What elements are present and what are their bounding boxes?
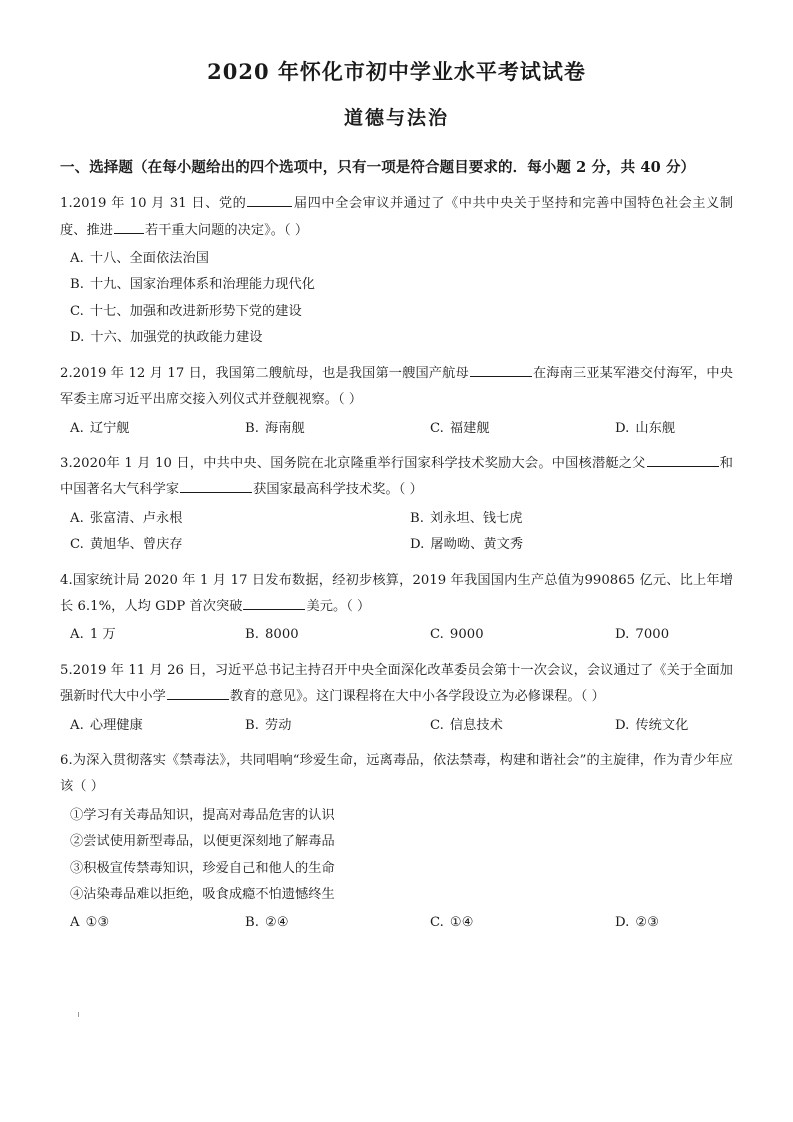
question-4-number: 4.: [60, 572, 73, 588]
option-a[interactable]: [70, 713, 245, 739]
option-a[interactable]: [70, 506, 410, 532]
question-3-options: [60, 506, 733, 559]
question-6-number: 6.: [60, 752, 73, 768]
option-d[interactable]: [615, 622, 733, 648]
scan-artifact: [78, 1012, 79, 1017]
option-d[interactable]: [410, 532, 733, 558]
option-d[interactable]: [615, 910, 733, 936]
option-b-label: B.: [70, 277, 84, 293]
option-c[interactable]: [430, 622, 615, 648]
option-d-text: 7000: [635, 627, 670, 643]
option-a-label: A: [70, 915, 80, 931]
question-6-options: [60, 910, 733, 936]
question-5-text-a: 2019 年 11 月 26 日，习近平总书记主持召开中央全面深化改革委员会第十一次会议，会议通过了《关于全面加强新时代大中小学: [60, 662, 733, 705]
statement-2: ②尝试使用新型毒品，以便更深刻地了解毒品: [70, 834, 335, 850]
option-c[interactable]: [70, 299, 733, 325]
option-b[interactable]: [245, 713, 430, 739]
question-4-stem: [60, 568, 733, 621]
question-3: [60, 451, 733, 504]
option-a[interactable]: [70, 246, 733, 272]
option-b[interactable]: [245, 622, 430, 648]
option-c-text: 福建舰: [449, 420, 490, 436]
option-c-text: 十七、加强和改进新形势下党的建设: [89, 303, 302, 319]
option-b-text: 8000: [264, 627, 299, 643]
question-6-text-a: 为深入贯彻落实《禁毒法》，共同唱响“珍爱生命，远离毒品，依法禁毒，构建和谐社会”的主旋律，作为青少年应该（ ）: [60, 752, 733, 795]
question-4-text-a: 国家统计局 2020 年 1 月 17 日发布数据，经初步核算，2019 年我国国内生产总值为990865 亿元、比上年增长 6.1%，人均 GDP 首次突破: [60, 572, 733, 614]
option-d-text: 传统文化: [635, 717, 689, 733]
option-b[interactable]: [245, 910, 430, 936]
option-b[interactable]: [245, 416, 430, 442]
question-4-text-b: 美元。（ ）: [306, 598, 371, 614]
option-c-label: C.: [70, 537, 84, 553]
option-d-text: ②③: [635, 915, 660, 931]
option-b-label: B.: [245, 627, 259, 643]
option-a-text: 心理健康: [89, 717, 143, 733]
option-d-label: D.: [615, 717, 630, 733]
option-c-text: 9000: [449, 627, 484, 643]
option-c-label: C.: [430, 717, 444, 733]
option-a-label: A.: [70, 627, 84, 643]
question-6: [60, 748, 733, 801]
option-b[interactable]: [410, 506, 733, 532]
statement-4: ④沾染毒品难以拒绝，吸食成瘾不怕遗憾终生: [70, 887, 335, 903]
option-a[interactable]: [70, 910, 245, 936]
option-c-label: C.: [430, 420, 444, 436]
question-5-blank-1: [167, 699, 229, 700]
question-1-text-b: 届四中全会审议并通过了《中共中央关于坚持和完善中国特色社会主义制度、推进: [60, 196, 733, 238]
option-c-label: C.: [430, 915, 444, 931]
question-1-blank-2: [114, 233, 144, 234]
question-4-options: [60, 622, 733, 648]
option-a-label: A.: [70, 717, 84, 733]
question-3-text-c: 获国家最高科学技术奖。（ ）: [253, 482, 423, 498]
option-b-text: 劳动: [264, 717, 292, 733]
option-d[interactable]: [70, 325, 733, 351]
question-1: [60, 191, 733, 244]
question-2-text-a: 2019 年 12 月 17 日，我国第二艘航母，也是我国第一艘国产航母: [72, 365, 469, 381]
question-5-stem: [60, 658, 733, 711]
question-1-number: 1.: [60, 196, 73, 212]
option-b[interactable]: [70, 272, 733, 298]
question-3-text-a: 2020年 1 月 10 日，中共中央、国务院在北京隆重举行国家科学技术奖励大会。中国核潜艇之父: [72, 455, 646, 471]
option-a-text: 辽宁舰: [89, 420, 130, 436]
section-heading: 一、选择题（在每小题给出的四个选项中，只有一项是符合题目要求的．每小题 2 分，共 40 分）: [60, 159, 696, 176]
question-1-text-c: 若干重大问题的决定》。（ ）: [144, 222, 309, 238]
option-c[interactable]: [430, 713, 615, 739]
question-1-blank-1: [247, 206, 292, 207]
question-4-blank-1: [243, 609, 305, 610]
option-b-text: 十九、国家治理体系和治理能力现代化: [89, 277, 316, 293]
option-a[interactable]: [70, 622, 245, 648]
question-2-options: [60, 416, 733, 442]
question-3-text-b: 和中国著名大气科学家: [60, 455, 733, 498]
question-5: [60, 658, 733, 711]
option-c[interactable]: [430, 910, 615, 936]
option-a-text: 十八、全面依法治国: [89, 251, 209, 267]
page-title: 2020 年怀化市初中学业水平考试试卷: [207, 59, 586, 84]
option-d-label: D.: [615, 627, 630, 643]
option-c-label: C.: [70, 303, 84, 319]
option-a-label: A.: [70, 510, 84, 526]
question-1-options: [60, 246, 733, 352]
question-3-blank-2: [180, 492, 252, 493]
option-c-text: 信息技术: [449, 717, 503, 733]
question-2: [60, 361, 733, 414]
option-d[interactable]: [615, 416, 733, 442]
option-c[interactable]: [430, 416, 615, 442]
option-b-label: B.: [245, 915, 259, 931]
question-6-stem: [60, 748, 733, 801]
question-5-text-b: 教育的意见》。这门课程将在大中小各学段设立为必修课程。（ ）: [229, 689, 605, 705]
option-a[interactable]: [70, 416, 245, 442]
option-d-text: 十六、加强党的执政能力建设: [90, 330, 263, 346]
question-4: [60, 568, 733, 621]
question-3-number: 3.: [60, 455, 73, 471]
option-b-label: B.: [410, 510, 424, 526]
question-2-number: 2.: [60, 365, 73, 381]
option-c-label: C.: [430, 627, 444, 643]
option-d-text: 山东舰: [635, 420, 676, 436]
question-2-text-b: 在海南三亚某军港交付海军，中央军委主席习近平出席交接入列仪式并登舰视察。（ ）: [60, 365, 733, 408]
option-a-text: ①③: [85, 915, 110, 931]
question-2-stem: [60, 361, 733, 414]
option-d-text: 屠呦呦、黄文秀: [430, 537, 524, 553]
statement-3: ③积极宣传禁毒知识，珍爱自己和他人的生命: [70, 860, 335, 876]
option-b-text: 刘永坦、钱七虎: [429, 510, 523, 526]
question-3-blank-1: [647, 466, 719, 467]
option-d-label: D.: [70, 330, 85, 346]
option-c-text: 黄旭华、曾庆存: [89, 537, 183, 553]
question-3-stem: [60, 451, 733, 504]
option-c-text: ①④: [449, 915, 474, 931]
option-b-label: B.: [245, 420, 259, 436]
option-d[interactable]: [615, 713, 733, 739]
question-5-number: 5.: [60, 662, 73, 678]
option-a-text: 1 万: [89, 627, 116, 643]
statement-1: ①学习有关毒品知识，提高对毒品危害的认识: [70, 807, 335, 823]
option-d-label: D.: [410, 537, 425, 553]
option-a-text: 张富清、卢永根: [89, 510, 183, 526]
question-1-stem: [60, 191, 733, 244]
question-2-blank-1: [470, 376, 532, 377]
page-subtitle: 道德与法治: [343, 106, 449, 129]
option-b-label: B.: [245, 717, 259, 733]
option-d-label: D.: [615, 915, 630, 931]
option-d-label: D.: [615, 420, 630, 436]
option-b-text: ②④: [264, 915, 289, 931]
question-6-statements: [60, 803, 733, 909]
question-5-options: [60, 713, 733, 739]
option-b-text: 海南舰: [264, 420, 305, 436]
option-c[interactable]: [70, 532, 410, 558]
question-1-text-a: 2019 年 10 月 31 日、党的: [72, 196, 247, 212]
option-a-label: A.: [70, 420, 84, 436]
option-a-label: A.: [70, 251, 84, 267]
